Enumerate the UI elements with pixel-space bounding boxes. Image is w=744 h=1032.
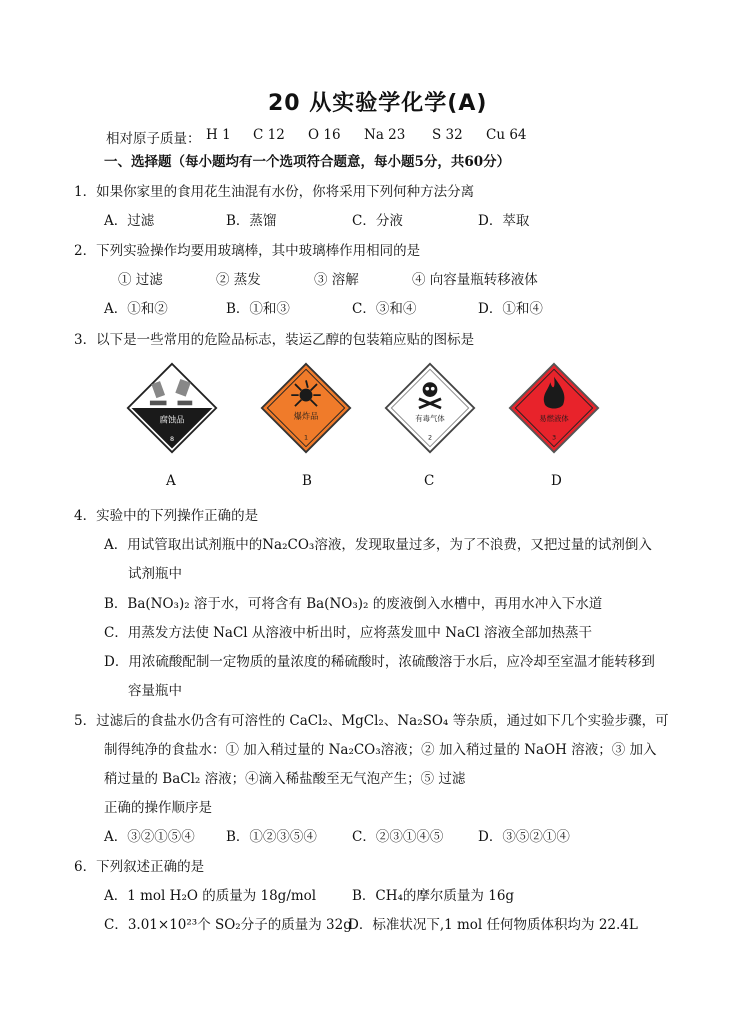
- page-title: 20 从实验学化学(A): [268, 91, 488, 116]
- section-heading: 一、选择题（每小题均有一个选项符合题意，每小题5分，共60分）: [104, 154, 511, 170]
- sign-b-number: 1: [303, 433, 309, 442]
- q4-option-b: B．Ba(NO₃)₂ 溶于水，可将含有 Ba(NO₃)₂ 的废液倒入水槽中，再用水冲入下水道: [104, 596, 603, 612]
- flammable-liquid-sign-icon: [508, 362, 600, 454]
- sign-b-label: B: [302, 473, 312, 489]
- question-6-stem: 6．下列叙述正确的是: [74, 859, 205, 875]
- q1-option-c: C．分液: [352, 213, 403, 229]
- question-3-stem: 3．以下是一些常用的危险品标志，装运乙醇的包装箱应贴的图标是: [74, 332, 475, 348]
- q5-option-d: D．③⑤②①④: [478, 829, 570, 845]
- q5-option-c: C．②③①④⑤: [352, 829, 444, 845]
- question-4-stem: 4．实验中的下列操作正确的是: [74, 508, 259, 524]
- sign-c-number: 2: [427, 433, 433, 442]
- atomic-mass-h: H 1: [206, 127, 231, 143]
- q5-option-a: A．③②①⑤④: [104, 829, 195, 845]
- sign-d-number: 3: [551, 433, 557, 442]
- q4-option-c: C．用蒸发方法使 NaCl 从溶液中析出时，应将蒸发皿中 NaCl 溶液全部加热蒸干: [104, 625, 593, 641]
- sign-a-text: 腐蚀品: [159, 414, 185, 425]
- sign-a-number: 8: [169, 435, 175, 444]
- atomic-mass-cu: Cu 64: [486, 127, 527, 143]
- q1-option-b: B．蒸馏: [226, 213, 277, 229]
- atomic-mass-c: C 12: [253, 127, 285, 143]
- sign-d-text: 易燃液体: [539, 413, 569, 423]
- question-5-line3: 稍过量的 BaCl₂ 溶液；④滴入稀盐酸至无气泡产生；⑤ 过滤: [104, 771, 466, 787]
- question-1-stem: 1．如果你家里的食用花生油混有水份，你将采用下列何种方法分离: [74, 184, 475, 200]
- q6-option-d: D．标准状况下,1 mol 任何物质体积均为 22.4L: [348, 917, 638, 933]
- sign-d-label: D: [551, 473, 562, 489]
- q6-option-c: C．3.01×10²³个 SO₂分子的质量为 32g: [104, 917, 352, 933]
- question-5-line4: 正确的操作顺序是: [104, 800, 212, 816]
- q4-option-a-line2: 试剂瓶中: [128, 566, 182, 582]
- q5-option-b: B．①②③⑤④: [226, 829, 317, 845]
- question-2-stem: 2．下列实验操作均要用玻璃棒，其中玻璃棒作用相同的是: [74, 243, 421, 259]
- q6-option-a: A．1 mol H₂O 的质量为 18g/mol: [104, 888, 317, 904]
- question-5-line1: 5．过滤后的食盐水仍含有可溶性的 CaCl₂、MgCl₂、Na₂SO₄ 等杂质，通过如下几个实验步骤，可: [74, 713, 669, 729]
- q2-option-a: A．①和②: [104, 301, 168, 317]
- q2-op-3: ③ 溶解: [314, 272, 359, 288]
- q2-op-2: ② 蒸发: [216, 272, 261, 288]
- q2-option-d: D．①和④: [478, 301, 543, 317]
- q2-option-c: C．③和④: [352, 301, 417, 317]
- q4-option-d-line2: 容量瓶中: [128, 683, 182, 699]
- q4-option-a-line1: A．用试管取出试剂瓶中的Na₂CO₃溶液，发现取量过多，为了不浪费，又把过量的试剂倒入: [104, 537, 652, 553]
- q6-option-b: B．CH₄的摩尔质量为 16g: [352, 888, 515, 904]
- q1-option-a: A．过滤: [104, 213, 155, 229]
- sign-a-label: A: [166, 473, 176, 489]
- atomic-mass-o: O 16: [308, 127, 341, 143]
- sign-c-text: 有毒气体: [415, 413, 445, 423]
- atomic-mass-s: S 32: [432, 127, 463, 143]
- explosive-sign-icon: [260, 362, 352, 454]
- toxic-gas-sign-icon: [384, 362, 476, 454]
- q2-op-1: ① 过滤: [118, 272, 163, 288]
- atomic-mass-label: 相对原子质量：: [106, 131, 201, 147]
- sign-c-label: C: [424, 473, 435, 489]
- q2-option-b: B．①和③: [226, 301, 290, 317]
- corrosive-sign-icon: [126, 362, 218, 454]
- q2-op-4: ④ 向容量瓶转移液体: [412, 272, 538, 288]
- sign-b-text: 爆炸品: [293, 411, 319, 422]
- q1-option-d: D．萃取: [478, 213, 530, 229]
- question-5-line2: 制得纯净的食盐水：① 加入稍过量的 Na₂CO₃溶液；② 加入稍过量的 NaOH 溶液；③ 加入: [104, 742, 657, 758]
- atomic-mass-na: Na 23: [364, 127, 406, 143]
- q4-option-d-line1: D．用浓硫酸配制一定物质的量浓度的稀硫酸时，浓硫酸溶于水后，应冷却至室温才能转移到: [104, 654, 655, 670]
